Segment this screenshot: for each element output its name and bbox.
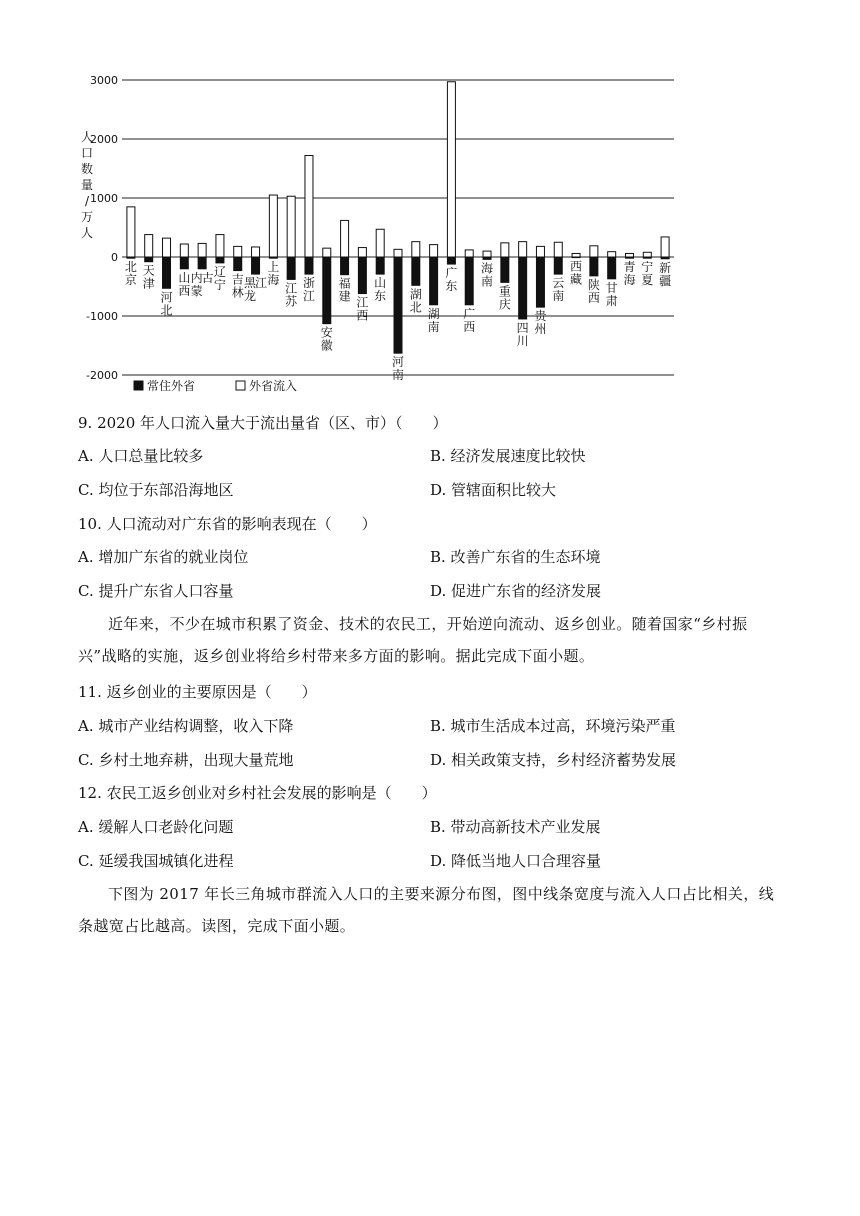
- bar-inflow: [536, 246, 544, 257]
- question-10-option-b[interactable]: B. 改善广东省的生态环境: [430, 548, 601, 566]
- bar-inflow: [269, 195, 277, 257]
- category-label-char: 云: [552, 276, 565, 291]
- category-label-char: 安: [320, 325, 333, 340]
- category-label-char: 甘: [605, 280, 618, 295]
- category-label-char: 江: [356, 295, 369, 310]
- category-label-char: 苏: [285, 294, 298, 309]
- bar-inflow: [127, 207, 135, 257]
- legend-outflow-label: 常住外省: [147, 379, 196, 393]
- question-12-option-b[interactable]: B. 带动高新技术产业发展: [430, 818, 601, 836]
- bar-outflow: [554, 257, 562, 274]
- y-axis-label-char: /: [84, 194, 90, 208]
- bar-inflow: [216, 235, 224, 257]
- category-label-char: 重: [498, 284, 511, 299]
- category-label-char: 南: [552, 289, 565, 304]
- category-label-char: 广: [463, 306, 476, 321]
- bar-outflow: [341, 257, 349, 275]
- bar-outflow: [394, 257, 402, 353]
- category-label-char: 东: [374, 289, 387, 304]
- bar-inflow: [305, 156, 313, 257]
- category-label-char: 贵: [534, 309, 547, 324]
- bar-outflow: [145, 257, 153, 262]
- reading-passage-1: 近年来，不少在城市积累了资金、技术的农民工，开始逆向流动、返乡创业。随着国家“乡村振兴”战略的实施，返乡创业将给乡村带来多方面的影响。据此完成下面小题。: [78, 615, 748, 665]
- category-label-char: 江: [302, 289, 315, 304]
- bar-inflow: [198, 243, 206, 257]
- bar-outflow: [412, 257, 420, 285]
- category-label-char: 陕: [587, 277, 600, 292]
- category-label-char: 西: [356, 308, 369, 323]
- bar-outflow: [430, 257, 438, 305]
- bar-outflow: [287, 257, 295, 279]
- category-label-char: 川: [516, 333, 529, 348]
- bar-outflow: [590, 257, 598, 276]
- bar-outflow: [519, 257, 527, 319]
- category-label-char: 海: [481, 261, 494, 276]
- question-10-option-d[interactable]: D. 促进广东省的经济发展: [430, 582, 602, 600]
- y-axis-label-char: 数: [80, 162, 94, 176]
- bar-inflow: [501, 243, 509, 257]
- bar-outflow: [661, 257, 669, 259]
- category-label-char: 内: [190, 270, 203, 285]
- y-axis-label-char: 量: [80, 178, 94, 192]
- category-label-char: 天: [142, 263, 155, 278]
- category-label-char: 湖: [409, 287, 422, 302]
- bar-outflow: [163, 257, 171, 288]
- category-label-char: 东: [445, 279, 458, 294]
- bar-inflow: [394, 249, 402, 257]
- category-label-char: 河: [391, 355, 405, 370]
- question-9-option-a[interactable]: A. 人口总量比较多: [78, 447, 204, 465]
- question-12-option-d[interactable]: D. 降低当地人口合理容量: [430, 852, 602, 870]
- bar-inflow: [358, 248, 366, 257]
- legend-inflow-label: 外省流入: [249, 379, 298, 393]
- question-11-option-b[interactable]: B. 城市生活成本过高，环境污染严重: [430, 717, 676, 735]
- category-label-char: 肃: [605, 293, 618, 308]
- bar-inflow: [608, 252, 616, 257]
- category-label-char: 江: [255, 276, 268, 291]
- bar-outflow: [608, 257, 616, 279]
- bar-inflow: [287, 196, 295, 257]
- y-axis-label-char: 人: [80, 226, 94, 240]
- bar-inflow: [447, 82, 455, 257]
- category-label-char: 庆: [498, 297, 511, 312]
- bar-outflow: [127, 257, 135, 258]
- y-axis-label-char: 人: [80, 130, 94, 144]
- category-label-char: 海: [267, 273, 280, 288]
- question-9-option-d[interactable]: D. 管辖面积比较大: [430, 481, 557, 499]
- question-10-stem: 10. 人口流动对广东省的影响表现在（ ）: [78, 515, 377, 533]
- bar-inflow: [483, 251, 491, 257]
- bar-inflow: [572, 253, 580, 257]
- y-tick-label: -2000: [86, 369, 118, 382]
- bar-outflow: [465, 257, 473, 305]
- bar-inflow: [430, 245, 438, 257]
- category-label-char: 建: [338, 289, 351, 304]
- y-tick-label: 3000: [90, 74, 118, 87]
- legend-outflow-swatch: [134, 381, 143, 390]
- bar-outflow: [216, 257, 224, 263]
- category-label-char: 州: [534, 322, 547, 337]
- category-label-char: 北: [409, 300, 422, 315]
- bar-outflow: [625, 257, 633, 258]
- category-label-char: 夏: [641, 273, 654, 288]
- category-label-char: 宁: [213, 277, 226, 292]
- category-label-char: 林: [231, 285, 244, 300]
- bar-inflow: [554, 242, 562, 257]
- category-label-char: 吉: [231, 272, 244, 287]
- category-label-char: 河: [160, 290, 173, 305]
- y-tick-label: 0: [111, 251, 118, 264]
- category-label-char: 山: [374, 276, 387, 291]
- question-11-option-c[interactable]: C. 乡村土地弃耕，出现大量荒地: [78, 751, 294, 769]
- category-label-char: 西: [570, 259, 583, 274]
- bar-inflow: [465, 250, 473, 257]
- bar-inflow: [519, 242, 527, 257]
- category-label-char: 西: [463, 319, 476, 334]
- question-9-option-b[interactable]: B. 经济发展速度比较快: [430, 447, 586, 465]
- legend-inflow-swatch: [236, 381, 245, 390]
- category-label-char: 西: [178, 283, 191, 298]
- bar-inflow: [145, 235, 153, 257]
- bar-inflow: [625, 253, 633, 257]
- bar-inflow: [590, 246, 598, 257]
- question-12-stem: 12. 农民工返乡创业对乡村社会发展的影响是（ ）: [78, 784, 437, 802]
- question-9-stem: 9. 2020 年人口流入量大于流出量省（区、市）（ ）: [78, 414, 448, 432]
- category-label-char: 北: [124, 260, 137, 275]
- category-label-char: 西: [587, 290, 600, 305]
- category-label-char: 浙: [302, 276, 315, 291]
- question-12-option-a[interactable]: A. 缓解人口老龄化问题: [78, 818, 234, 836]
- category-label-char: 藏: [570, 272, 583, 287]
- category-label-char: 青: [623, 260, 636, 275]
- category-label-char: 海: [623, 273, 636, 288]
- category-label-char: 山: [178, 270, 191, 285]
- question-12-option-c[interactable]: C. 延缓我国城镇化进程: [78, 852, 234, 870]
- category-label-char: 蒙: [190, 283, 203, 298]
- category-label-char: 徽: [320, 338, 333, 353]
- category-label-char: 津: [142, 276, 155, 291]
- category-label-char: 南: [427, 319, 440, 334]
- bar-outflow: [572, 257, 580, 258]
- bar-outflow: [305, 257, 313, 274]
- category-label-char: 福: [338, 276, 351, 291]
- bar-outflow: [180, 257, 188, 269]
- bar-outflow: [501, 257, 509, 282]
- bar-inflow: [163, 238, 171, 257]
- y-axis-label-char: 万: [80, 210, 94, 224]
- category-label-char: 新: [659, 260, 672, 275]
- bar-outflow: [198, 257, 206, 269]
- population-flow-chart: [0, 0, 860, 400]
- bar-inflow: [323, 248, 331, 257]
- category-label-char: 南: [481, 274, 494, 289]
- question-11-option-d[interactable]: D. 相关政策支持，乡村经济蓄势发展: [430, 751, 677, 769]
- bar-inflow: [412, 242, 420, 257]
- bar-outflow: [447, 257, 455, 264]
- bar-outflow: [269, 257, 277, 258]
- category-label-char: 京: [124, 273, 137, 288]
- question-11-option-a[interactable]: A. 城市产业结构调整，收入下降: [78, 717, 294, 735]
- question-10-option-a[interactable]: A. 增加广东省的就业岗位: [78, 548, 249, 566]
- category-label-char: 北: [160, 303, 173, 318]
- bar-outflow: [536, 257, 544, 307]
- category-label-char: 疆: [659, 273, 672, 288]
- category-label-char: 广: [445, 266, 458, 281]
- chart-svg: [0, 0, 860, 400]
- category-label-char: 江: [285, 281, 298, 296]
- bar-outflow: [234, 257, 242, 271]
- question-11-stem: 11. 返乡创业的主要原因是（ ）: [78, 683, 317, 701]
- category-label-char: 黑: [244, 276, 257, 291]
- bar-outflow: [323, 257, 331, 324]
- bar-outflow: [376, 257, 384, 274]
- bar-outflow: [252, 257, 260, 274]
- category-label-char: 古: [201, 270, 214, 285]
- bar-inflow: [234, 246, 242, 257]
- bar-inflow: [180, 244, 188, 257]
- question-10-option-c[interactable]: C. 提升广东省人口容量: [78, 582, 234, 600]
- bar-outflow: [483, 257, 491, 259]
- y-tick-label: 1000: [90, 192, 118, 205]
- bar-outflow: [358, 257, 366, 294]
- category-label-char: 龙: [244, 289, 257, 304]
- bar-inflow: [661, 237, 669, 257]
- y-tick-label: 2000: [90, 133, 118, 146]
- bar-inflow: [376, 229, 384, 257]
- reading-passage-2: 下图为 2017 年长三角城市群流入人口的主要来源分布图，图中线条宽度与流入人口占比相关，线条越宽占比越高。读图，完成下面小题。: [78, 885, 775, 935]
- category-label-char: 湖: [427, 306, 440, 321]
- category-label-char: 宁: [641, 260, 654, 275]
- y-tick-label: -1000: [86, 310, 118, 323]
- bar-inflow: [643, 252, 651, 257]
- bar-outflow: [643, 257, 651, 258]
- category-label-char: 辽: [213, 264, 226, 279]
- category-label-char: 南: [391, 368, 405, 383]
- question-9-option-c[interactable]: C. 均位于东部沿海地区: [78, 481, 234, 499]
- category-label-char: 四: [516, 320, 529, 335]
- category-label-char: 上: [267, 260, 280, 275]
- bar-inflow: [341, 220, 349, 257]
- bar-inflow: [252, 247, 260, 257]
- y-axis-label-char: 口: [80, 146, 94, 160]
